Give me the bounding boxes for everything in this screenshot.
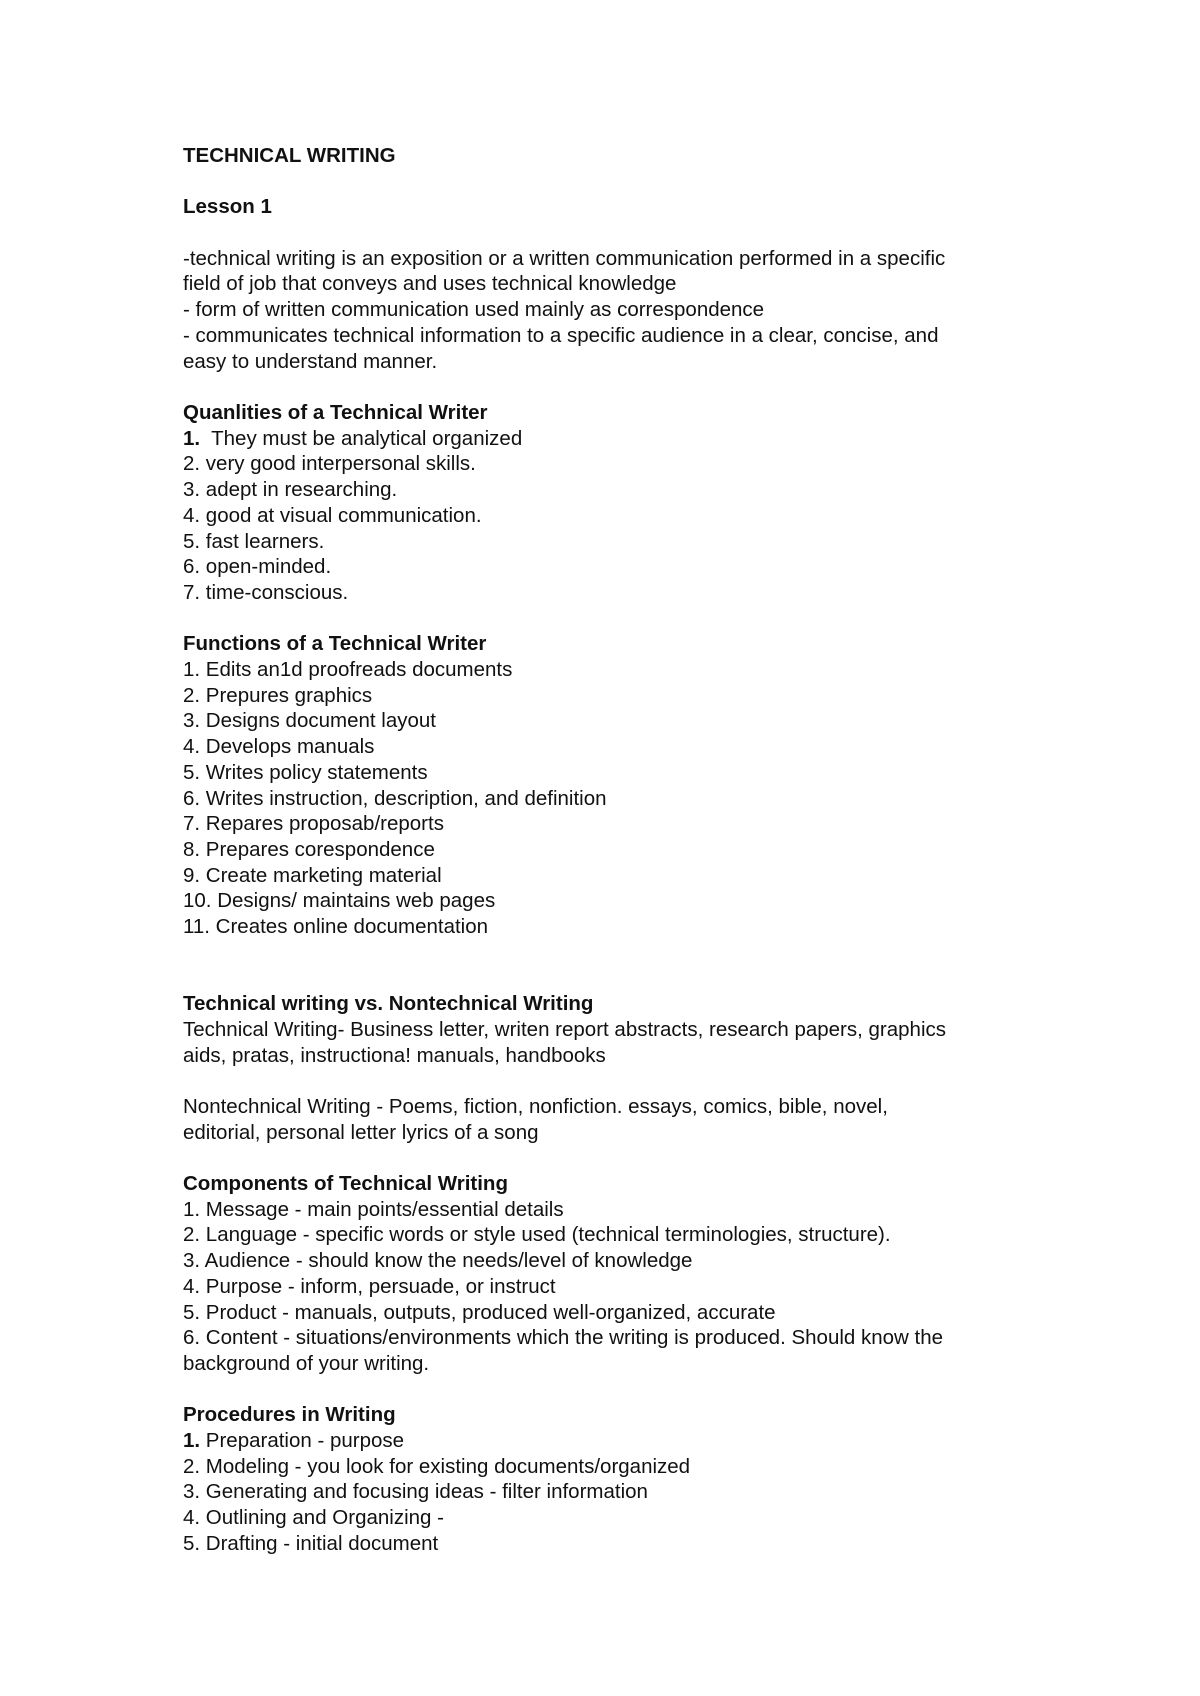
list-item bbox=[183, 426, 1043, 452]
list-item: 4. good at visual communication. bbox=[183, 503, 482, 527]
spacer bbox=[183, 220, 1043, 246]
document-body bbox=[183, 143, 1043, 1557]
spacer bbox=[183, 606, 1043, 632]
list-item: 5. Drafting - initial document bbox=[183, 1531, 439, 1555]
functions-heading: Functions of a Technical Writer bbox=[183, 632, 487, 656]
intro-line: -technical writing is an exposition or a written communication performed in a specific bbox=[183, 246, 946, 270]
functions-section bbox=[183, 631, 1043, 939]
list-item bbox=[183, 1428, 1043, 1454]
procedures-heading: Procedures in Writing bbox=[183, 1403, 396, 1427]
list-item: 7. time-conscious. bbox=[183, 580, 349, 604]
intro-line: - form of written communication used mainly as correspondence bbox=[183, 298, 765, 322]
list-item: 3. Audience - should know the needs/level of knowledge bbox=[183, 1249, 693, 1273]
intro-line: - communicates technical information to a specific audience in a clear, concise, and bbox=[183, 323, 939, 347]
list-item: 1. Edits an1d proofreads documents bbox=[183, 658, 513, 681]
list-item: 4. Outlining and Organizing - bbox=[183, 1506, 444, 1530]
list-item: 6. open-minded. bbox=[183, 555, 332, 579]
list-item: 2. very good interpersonal skills. bbox=[183, 452, 476, 476]
qualities-heading: Quanlities of a Technical Writer bbox=[183, 400, 488, 424]
list-item: 8. Prepares corespondence bbox=[183, 837, 435, 861]
document-title: TECHNICAL WRITING bbox=[183, 144, 396, 167]
spacer bbox=[183, 169, 1043, 195]
list-item: 11. Creates online documentation bbox=[183, 915, 489, 939]
list-item: 6. Content - situations/environments which the writing is produced. Should know the bbox=[183, 1326, 944, 1350]
list-item: 2. Language - specific words or style used (technical terminologies, structure). bbox=[183, 1223, 891, 1247]
list-item: 1. Message - main points/essential details bbox=[183, 1197, 564, 1221]
spacer bbox=[183, 1068, 1043, 1094]
list-item: 3. Designs document layout bbox=[183, 709, 436, 733]
list-item: 4. Develops manuals bbox=[183, 735, 375, 759]
list-item: 10. Designs/ maintains web pages bbox=[183, 889, 496, 913]
list-number: 1. bbox=[183, 426, 201, 450]
list-item: 5. fast learners. bbox=[183, 529, 325, 553]
list-item: 3. adept in researching. bbox=[183, 478, 398, 502]
technical-line: aids, pratas, instructiona! manuals, handbooks bbox=[183, 1043, 606, 1067]
procedures-section bbox=[183, 1402, 1043, 1556]
nontechnical-line: Nontechnical Writing - Poems, fiction, nonfiction. essays, comics, bible, novel, bbox=[183, 1094, 888, 1118]
intro-section bbox=[183, 246, 1043, 375]
spacer bbox=[183, 374, 1043, 400]
list-item: background of your writing. bbox=[183, 1351, 430, 1375]
spacer bbox=[183, 1377, 1043, 1403]
technical-line: Technical Writing- Business letter, writen report abstracts, research papers, graphics bbox=[183, 1017, 947, 1041]
list-item: 5. Writes policy statements bbox=[183, 760, 428, 784]
list-item: 6. Writes instruction, description, and definition bbox=[183, 786, 607, 810]
nontechnical-line: editorial, personal letter lyrics of a song bbox=[183, 1120, 539, 1144]
versus-section bbox=[183, 991, 1043, 1145]
list-item: 4. Purpose - inform, persuade, or instruct bbox=[183, 1274, 556, 1298]
list-item: 9. Create marketing material bbox=[183, 863, 442, 887]
versus-heading: Technical writing vs. Nontechnical Writing bbox=[183, 992, 594, 1016]
list-item: 3. Generating and focusing ideas - filter information bbox=[183, 1480, 648, 1504]
list-number: 1. bbox=[183, 1429, 201, 1453]
list-item: 2. Modeling - you look for existing documents/organized bbox=[183, 1454, 691, 1478]
list-text: Preparation - purpose bbox=[200, 1429, 405, 1453]
list-item: 7. Repares proposab/reports bbox=[183, 812, 444, 836]
spacer bbox=[183, 1145, 1043, 1171]
list-text: They must be analytical organized bbox=[200, 426, 523, 450]
intro-line: easy to understand manner. bbox=[183, 349, 438, 373]
intro-line: field of job that conveys and uses technical knowledge bbox=[183, 272, 677, 296]
lesson-heading: Lesson 1 bbox=[183, 195, 272, 219]
qualities-section bbox=[183, 400, 1043, 606]
list-item: 2. Prepures graphics bbox=[183, 683, 373, 707]
components-section bbox=[183, 1171, 1043, 1377]
list-item: 5. Product - manuals, outputs, produced well-organized, accurate bbox=[183, 1300, 776, 1324]
components-heading: Components of Technical Writing bbox=[183, 1172, 508, 1196]
spacer bbox=[183, 940, 1043, 991]
